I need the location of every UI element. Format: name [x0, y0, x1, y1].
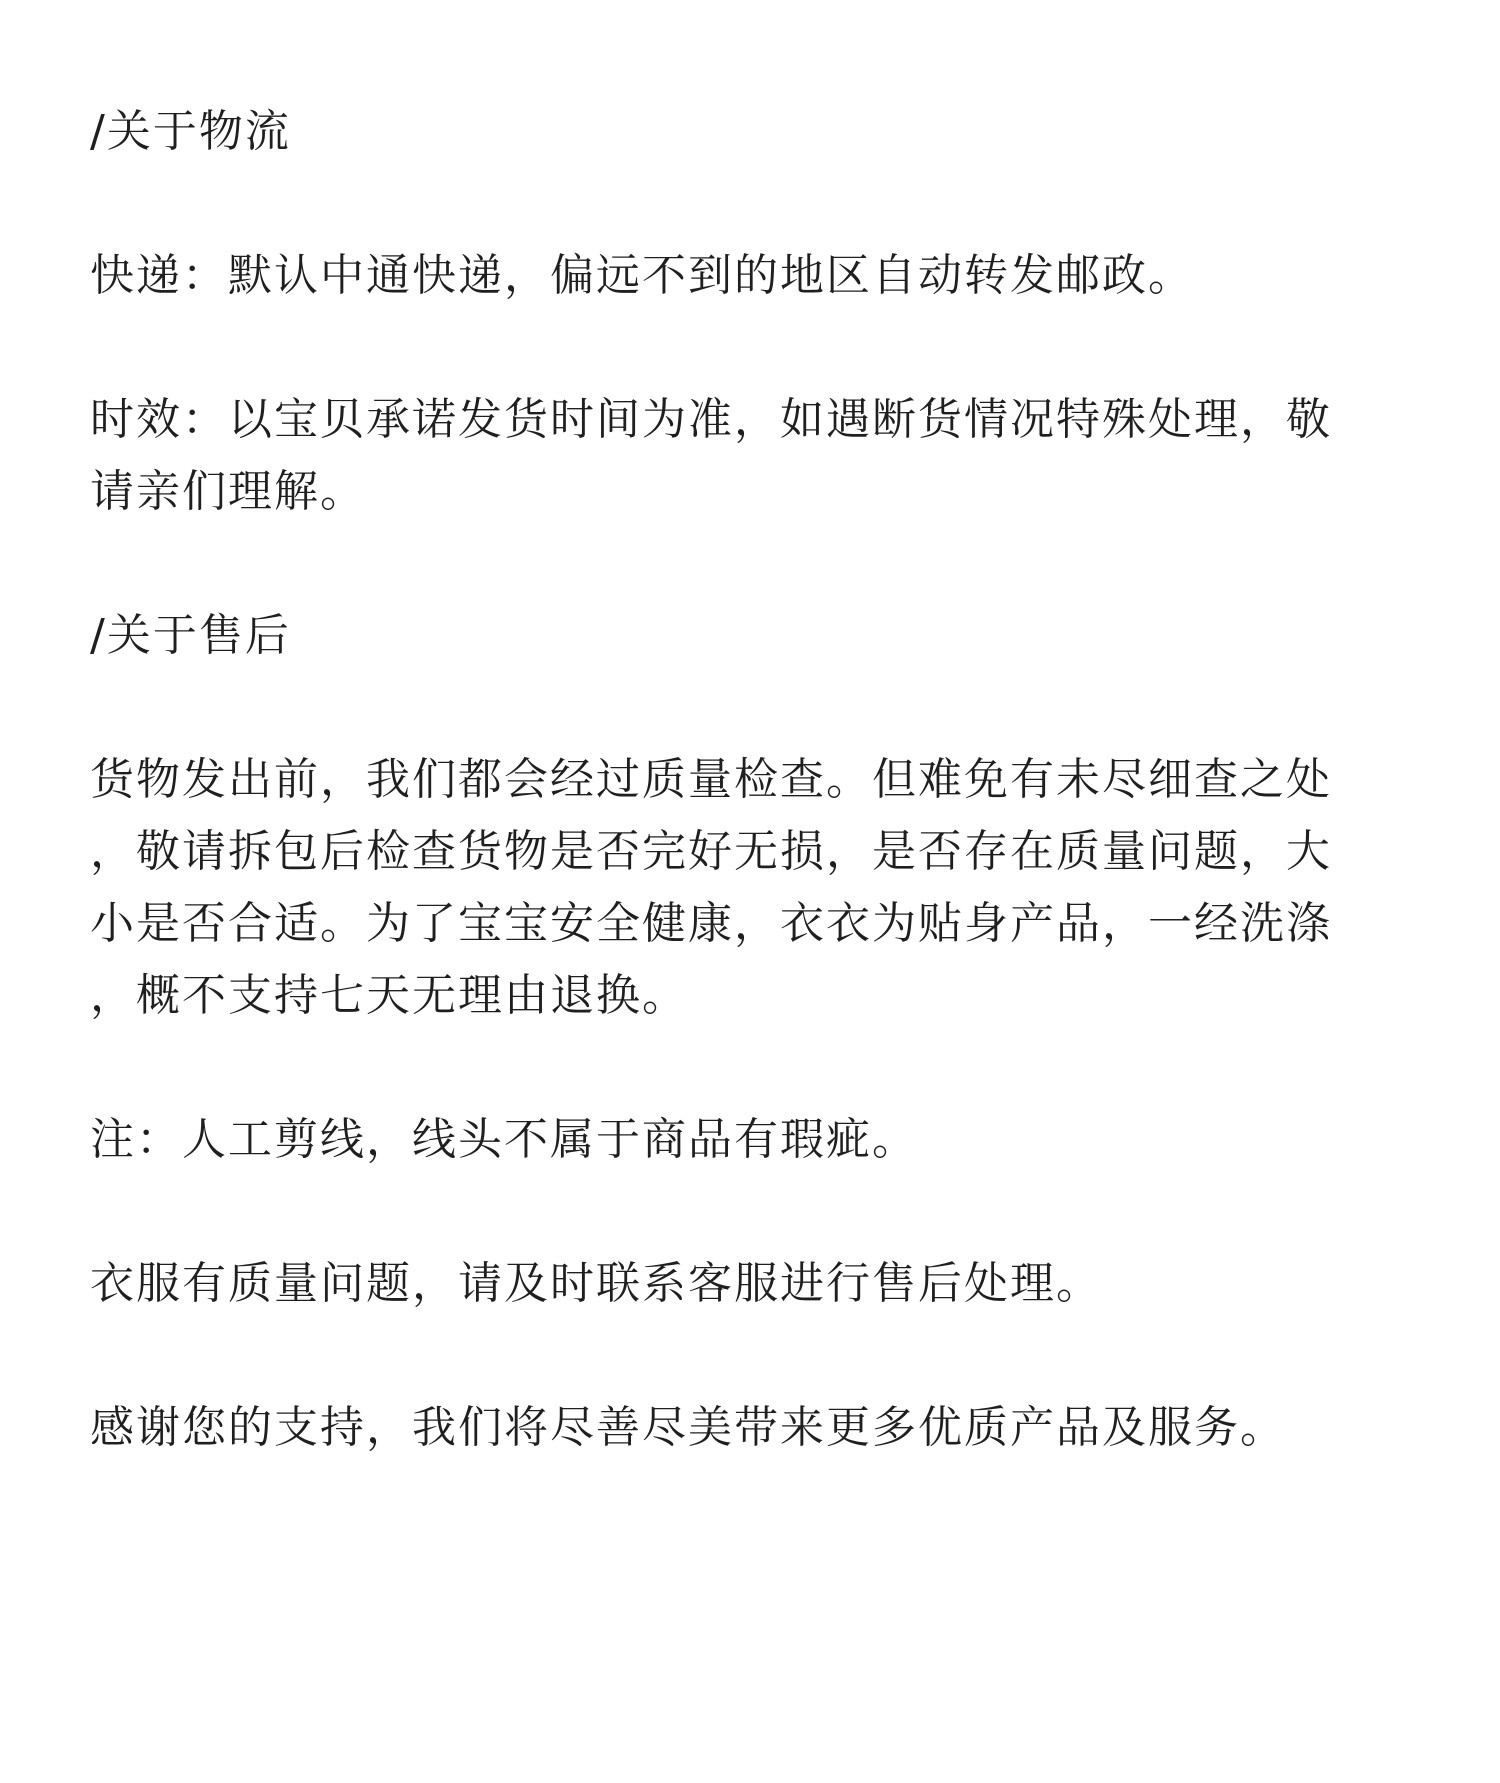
logistics-heading: /关于物流	[90, 106, 291, 157]
contact-service-info: 衣服有质量问题，请及时联系客服进行售后处理。	[90, 1258, 1102, 1309]
express-info: 快递：默认中通快递，偏远不到的地区自动转发邮政。	[90, 250, 1194, 301]
timing-info-line-2: 请亲们理解。	[90, 466, 366, 517]
after-sales-heading: /关于售后	[90, 610, 291, 661]
inspection-info-line-1: 货物发出前，我们都会经过质量检查。但难免有未尽细查之处	[90, 754, 1332, 805]
inspection-info-line-2: ，敬请拆包后检查货物是否完好无损，是否存在质量问题，大	[90, 826, 1332, 877]
timing-info-line-1: 时效：以宝贝承诺发货时间为准，如遇断货情况特殊处理，敬	[90, 394, 1332, 445]
inspection-info-line-3: 小是否合适。为了宝宝安全健康，衣衣为贴身产品，一经洗涤	[90, 898, 1332, 949]
trimming-note: 注：人工剪线，线头不属于商品有瑕疵。	[90, 1114, 918, 1165]
thanks-message: 感谢您的支持，我们将尽善尽美带来更多优质产品及服务。	[90, 1402, 1286, 1453]
inspection-info-line-4: ，概不支持七天无理由退换。	[90, 970, 688, 1021]
